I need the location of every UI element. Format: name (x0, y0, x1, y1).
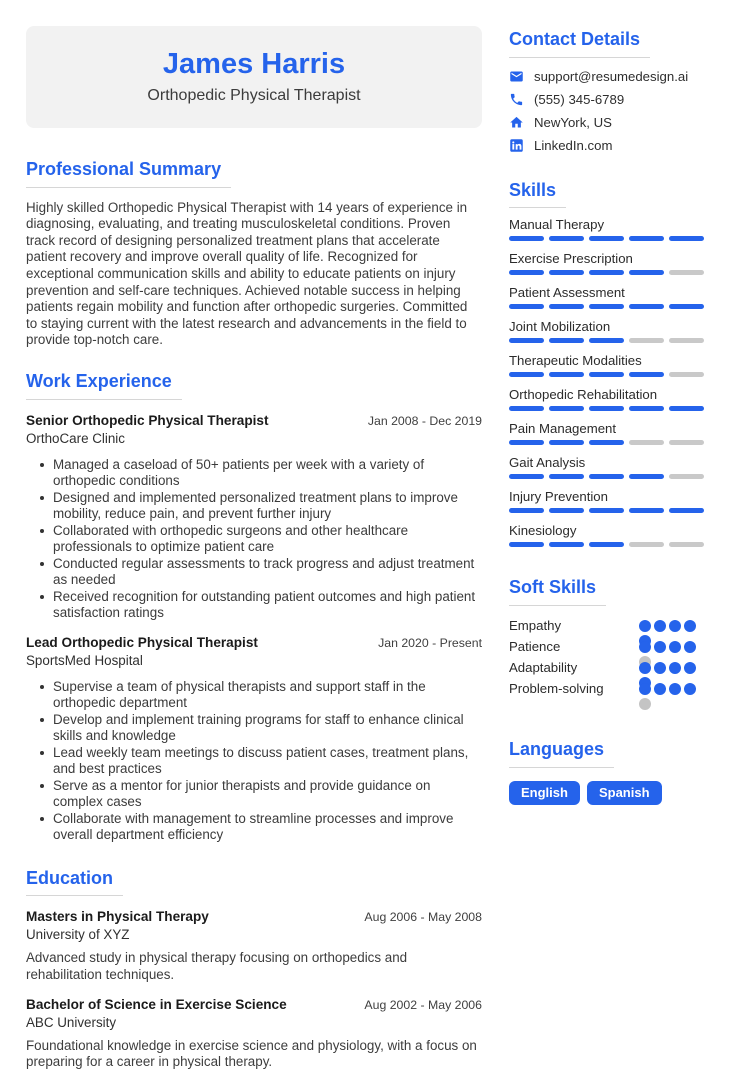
degree-entry (26, 997, 482, 1071)
skill-segment-filled (549, 338, 584, 343)
skill-item (509, 421, 704, 445)
soft-skill-name: Empathy (509, 618, 562, 634)
soft-skills-heading: Soft Skills (509, 577, 606, 606)
skill-level-bar (509, 372, 704, 377)
rating-dot-filled (684, 620, 696, 632)
skill-segment-filled (589, 270, 624, 275)
rating-dot-filled (669, 683, 681, 695)
job-bullet-text: Develop and implement training programs for staff to enhance clinical skills and knowledge (53, 711, 464, 744)
skill-item (509, 285, 704, 309)
skill-segment-filled (509, 372, 544, 377)
skill-level-bar (509, 440, 704, 445)
job-bullet (40, 712, 482, 745)
skill-name: Therapeutic Modalities (509, 353, 642, 369)
degree-header (26, 997, 482, 1012)
contact-list (509, 69, 704, 153)
skill-name: Orthopedic Rehabilitation (509, 387, 658, 403)
skill-item (509, 489, 704, 513)
skill-segment-filled (589, 304, 624, 309)
skill-segment-filled (509, 236, 544, 241)
skill-segment-filled (669, 508, 704, 513)
skill-item (509, 353, 704, 377)
languages-list (509, 781, 704, 805)
skill-segment-filled (549, 406, 584, 411)
job-bullet-text: Collaborate with management to streamline processes and improve overall department efficiency (53, 810, 454, 843)
job-bullet-text: Lead weekly team meetings to discuss patient cases, treatment plans, and best practices (53, 744, 469, 777)
rating-dot-filled (654, 662, 666, 674)
skill-level-bar (509, 508, 704, 513)
degree-title: Bachelor of Science in Exercise Science (26, 996, 287, 1012)
contact-item[interactable] (509, 69, 704, 84)
degree-entry (26, 909, 482, 983)
job-bullet-text: Managed a caseload of 50+ patients per week with a variety of orthopedic conditions (53, 456, 425, 489)
skill-level-bar (509, 406, 704, 411)
skill-level-bar (509, 236, 704, 241)
skill-segment-filled (509, 440, 544, 445)
skill-segment-empty (669, 338, 704, 343)
job-entry (26, 635, 482, 844)
rating-dot-filled (639, 683, 651, 695)
job-bullet (40, 523, 482, 556)
summary-text: Highly skilled Orthopedic Physical Therapist with 14 years of experience in diagnosing, evaluating, and treating musculoskeletal conditions. Proven track record of designing personalized treatment plans that accelerate patient recovery and improve overall quality of life. Recognized for exceptional communication skills and ability to educate patients on injury prevention and self-care techniques. Achieved notable success in helping patients regain mobility and function after orthopedic surgeries. Committed to staying current with the latest research and advancements in the field to provide top-notch care. (26, 199, 468, 348)
job-header (26, 635, 482, 650)
job-bullet-list (26, 457, 482, 622)
rating-dot-filled (654, 641, 666, 653)
skill-segment-filled (549, 304, 584, 309)
skill-segment-empty (669, 270, 704, 275)
skills-list (509, 217, 704, 547)
skill-segment-filled (629, 270, 664, 275)
skill-segment-filled (509, 406, 544, 411)
skill-segment-filled (629, 508, 664, 513)
skill-segment-filled (589, 338, 624, 343)
skill-segment-filled (629, 406, 664, 411)
job-bullet-text: Supervise a team of physical therapists and support staff in the orthopedic department (53, 678, 426, 711)
bullet-icon (40, 496, 44, 500)
soft-skill-item (509, 657, 704, 678)
rating-dot-filled (639, 641, 651, 653)
main-column (26, 26, 482, 1070)
bullet-icon (40, 562, 44, 566)
job-bullet-text: Received recognition for outstanding patient outcomes and high patient satisfaction ratings (53, 588, 476, 621)
rating-dot-empty (639, 698, 651, 710)
job-bullet-text: Serve as a mentor for junior therapists and provide guidance on complex cases (53, 777, 431, 810)
job-bullet (40, 457, 482, 490)
skill-item (509, 523, 704, 547)
skill-segment-filled (669, 406, 704, 411)
job-bullet (40, 745, 482, 778)
languages-heading: Languages (509, 739, 614, 768)
skill-segment-filled (669, 236, 704, 241)
job-dates: Jan 2020 - Present (378, 635, 482, 650)
skill-segment-filled (549, 270, 584, 275)
degree-dates: Aug 2002 - May 2006 (364, 997, 482, 1012)
contact-item[interactable] (509, 92, 704, 107)
summary-section (26, 159, 482, 349)
job-bullet (40, 679, 482, 712)
skill-level-bar (509, 542, 704, 547)
skill-level-bar (509, 338, 704, 343)
contact-item[interactable] (509, 138, 704, 153)
job-entry (26, 413, 482, 622)
skill-segment-filled (509, 304, 544, 309)
skill-segment-filled (589, 474, 624, 479)
job-bullet (40, 811, 482, 844)
skill-segment-filled (629, 474, 664, 479)
skill-segment-filled (509, 270, 544, 275)
contact-text: support@resumedesign.ai (534, 68, 689, 84)
job-bullet (40, 490, 482, 523)
skill-name: Patient Assessment (509, 285, 625, 301)
skill-name: Kinesiology (509, 523, 577, 539)
skill-name: Manual Therapy (509, 217, 605, 233)
job-bullet-text: Collaborated with orthopedic surgeons and other healthcare professionals to optimize patient care (53, 522, 409, 555)
rating-dot-filled (684, 662, 696, 674)
skill-segment-filled (589, 508, 624, 513)
skill-segment-filled (509, 338, 544, 343)
bullet-icon (40, 817, 44, 821)
skill-segment-filled (549, 508, 584, 513)
skill-level-bar (509, 304, 704, 309)
skill-item (509, 319, 704, 343)
skill-segment-filled (589, 440, 624, 445)
job-bullet (40, 556, 482, 589)
rating-dot-filled (684, 641, 696, 653)
soft-skill-name: Patience (509, 639, 561, 655)
rating-dot-filled (669, 641, 681, 653)
soft-skill-item (509, 615, 704, 636)
skill-item (509, 387, 704, 411)
skill-name: Exercise Prescription (509, 251, 633, 267)
email-icon (509, 69, 524, 84)
job-header (26, 413, 482, 428)
soft-skill-name: Problem-solving (509, 681, 604, 697)
work-experience-heading: Work Experience (26, 371, 182, 400)
skill-segment-empty (669, 474, 704, 479)
skill-name: Pain Management (509, 421, 617, 437)
degree-description: Foundational knowledge in exercise science and physiology, with a focus on preparing for a career in physical therapy. (26, 1037, 477, 1070)
skill-segment-filled (589, 406, 624, 411)
skills-section (509, 180, 704, 548)
home-icon (509, 115, 524, 130)
contact-text: NewYork, US (534, 114, 612, 130)
skill-segment-filled (589, 372, 624, 377)
rating-dot-filled (669, 620, 681, 632)
skill-segment-filled (549, 474, 584, 479)
skill-segment-filled (629, 304, 664, 309)
language-badge[interactable]: Spanish (587, 781, 662, 805)
skill-item (509, 217, 704, 241)
skill-segment-filled (549, 440, 584, 445)
language-badge[interactable]: English (509, 781, 580, 805)
bullet-icon (40, 595, 44, 599)
skill-segment-empty (669, 440, 704, 445)
person-title: Orthopedic Physical Therapist (147, 86, 361, 104)
soft-skill-dots (639, 662, 696, 674)
soft-skill-dots (639, 683, 696, 695)
skill-segment-empty (669, 372, 704, 377)
rating-dot-filled (639, 662, 651, 674)
sidebar-column (509, 26, 704, 998)
degree-header (26, 909, 482, 924)
education-heading: Education (26, 868, 123, 897)
job-bullet (40, 589, 482, 622)
contact-text: (555) 345-6789 (534, 91, 625, 107)
skill-segment-empty (629, 338, 664, 343)
skill-segment-filled (509, 508, 544, 513)
job-company: SportsMed Hospital (26, 652, 143, 668)
skill-segment-empty (669, 542, 704, 547)
contact-section (509, 29, 704, 153)
linkedin-icon (509, 138, 524, 153)
rating-dot-filled (639, 620, 651, 632)
soft-skill-item (509, 678, 704, 699)
phone-icon (509, 92, 524, 107)
job-company: OrthoCare Clinic (26, 430, 125, 446)
skill-segment-filled (509, 474, 544, 479)
bullet-icon (40, 784, 44, 788)
rating-dot-filled (654, 620, 666, 632)
skills-heading: Skills (509, 180, 566, 209)
rating-dot-filled (669, 662, 681, 674)
soft-skill-name: Adaptability (509, 660, 578, 676)
skill-segment-empty (629, 440, 664, 445)
job-title: Senior Orthopedic Physical Therapist (26, 412, 269, 428)
bullet-icon (40, 751, 44, 755)
skill-name: Joint Mobilization (509, 319, 611, 335)
soft-skill-dots (639, 620, 696, 632)
contact-item[interactable] (509, 115, 704, 130)
skill-segment-filled (549, 236, 584, 241)
job-bullet (40, 778, 482, 811)
skill-name: Injury Prevention (509, 489, 608, 505)
job-dates: Jan 2008 - Dec 2019 (367, 413, 482, 428)
job-list (26, 413, 482, 844)
skill-segment-filled (509, 542, 544, 547)
skill-segment-filled (589, 236, 624, 241)
soft-skill-dots (639, 641, 696, 653)
summary-heading: Professional Summary (26, 159, 231, 188)
person-name: James Harris (162, 47, 346, 80)
degree-school: University of XYZ (26, 927, 130, 943)
skill-item (509, 251, 704, 275)
skill-name: Gait Analysis (509, 455, 586, 471)
languages-section (509, 739, 704, 805)
soft-skills-section (509, 577, 704, 713)
skill-level-bar (509, 474, 704, 479)
contact-heading: Contact Details (509, 29, 650, 58)
degree-list (26, 909, 482, 1070)
degree-description: Advanced study in physical therapy focusing on orthopedics and rehabilitation techniques. (26, 950, 408, 982)
job-bullet-text: Designed and implemented personalized treatment plans to improve mobility, reduce pain, and prevent further injury (53, 489, 458, 522)
skill-segment-filled (629, 372, 664, 377)
education-section (26, 868, 482, 1071)
skill-segment-filled (629, 236, 664, 241)
bullet-icon (40, 463, 44, 467)
skill-level-bar (509, 270, 704, 275)
soft-skill-item (509, 636, 704, 657)
soft-skills-list (509, 615, 704, 699)
skill-item (509, 455, 704, 479)
skill-segment-filled (589, 542, 624, 547)
job-title: Lead Orthopedic Physical Therapist (26, 634, 258, 650)
degree-school: ABC University (26, 1014, 117, 1030)
skill-segment-filled (549, 372, 584, 377)
bullet-icon (40, 685, 44, 689)
skill-segment-empty (629, 542, 664, 547)
job-bullet-text: Conducted regular assessments to track progress and adjust treatment as needed (53, 555, 475, 588)
skill-segment-filled (549, 542, 584, 547)
contact-text: LinkedIn.com (534, 137, 613, 153)
job-bullet-list (26, 679, 482, 844)
bullet-icon (40, 529, 44, 533)
degree-dates: Aug 2006 - May 2008 (364, 910, 482, 925)
work-experience-section (26, 371, 482, 844)
degree-title: Masters in Physical Therapy (26, 909, 209, 925)
rating-dot-filled (684, 683, 696, 695)
bullet-icon (40, 718, 44, 722)
header-card (26, 26, 482, 128)
rating-dot-filled (654, 683, 666, 695)
skill-segment-filled (669, 304, 704, 309)
